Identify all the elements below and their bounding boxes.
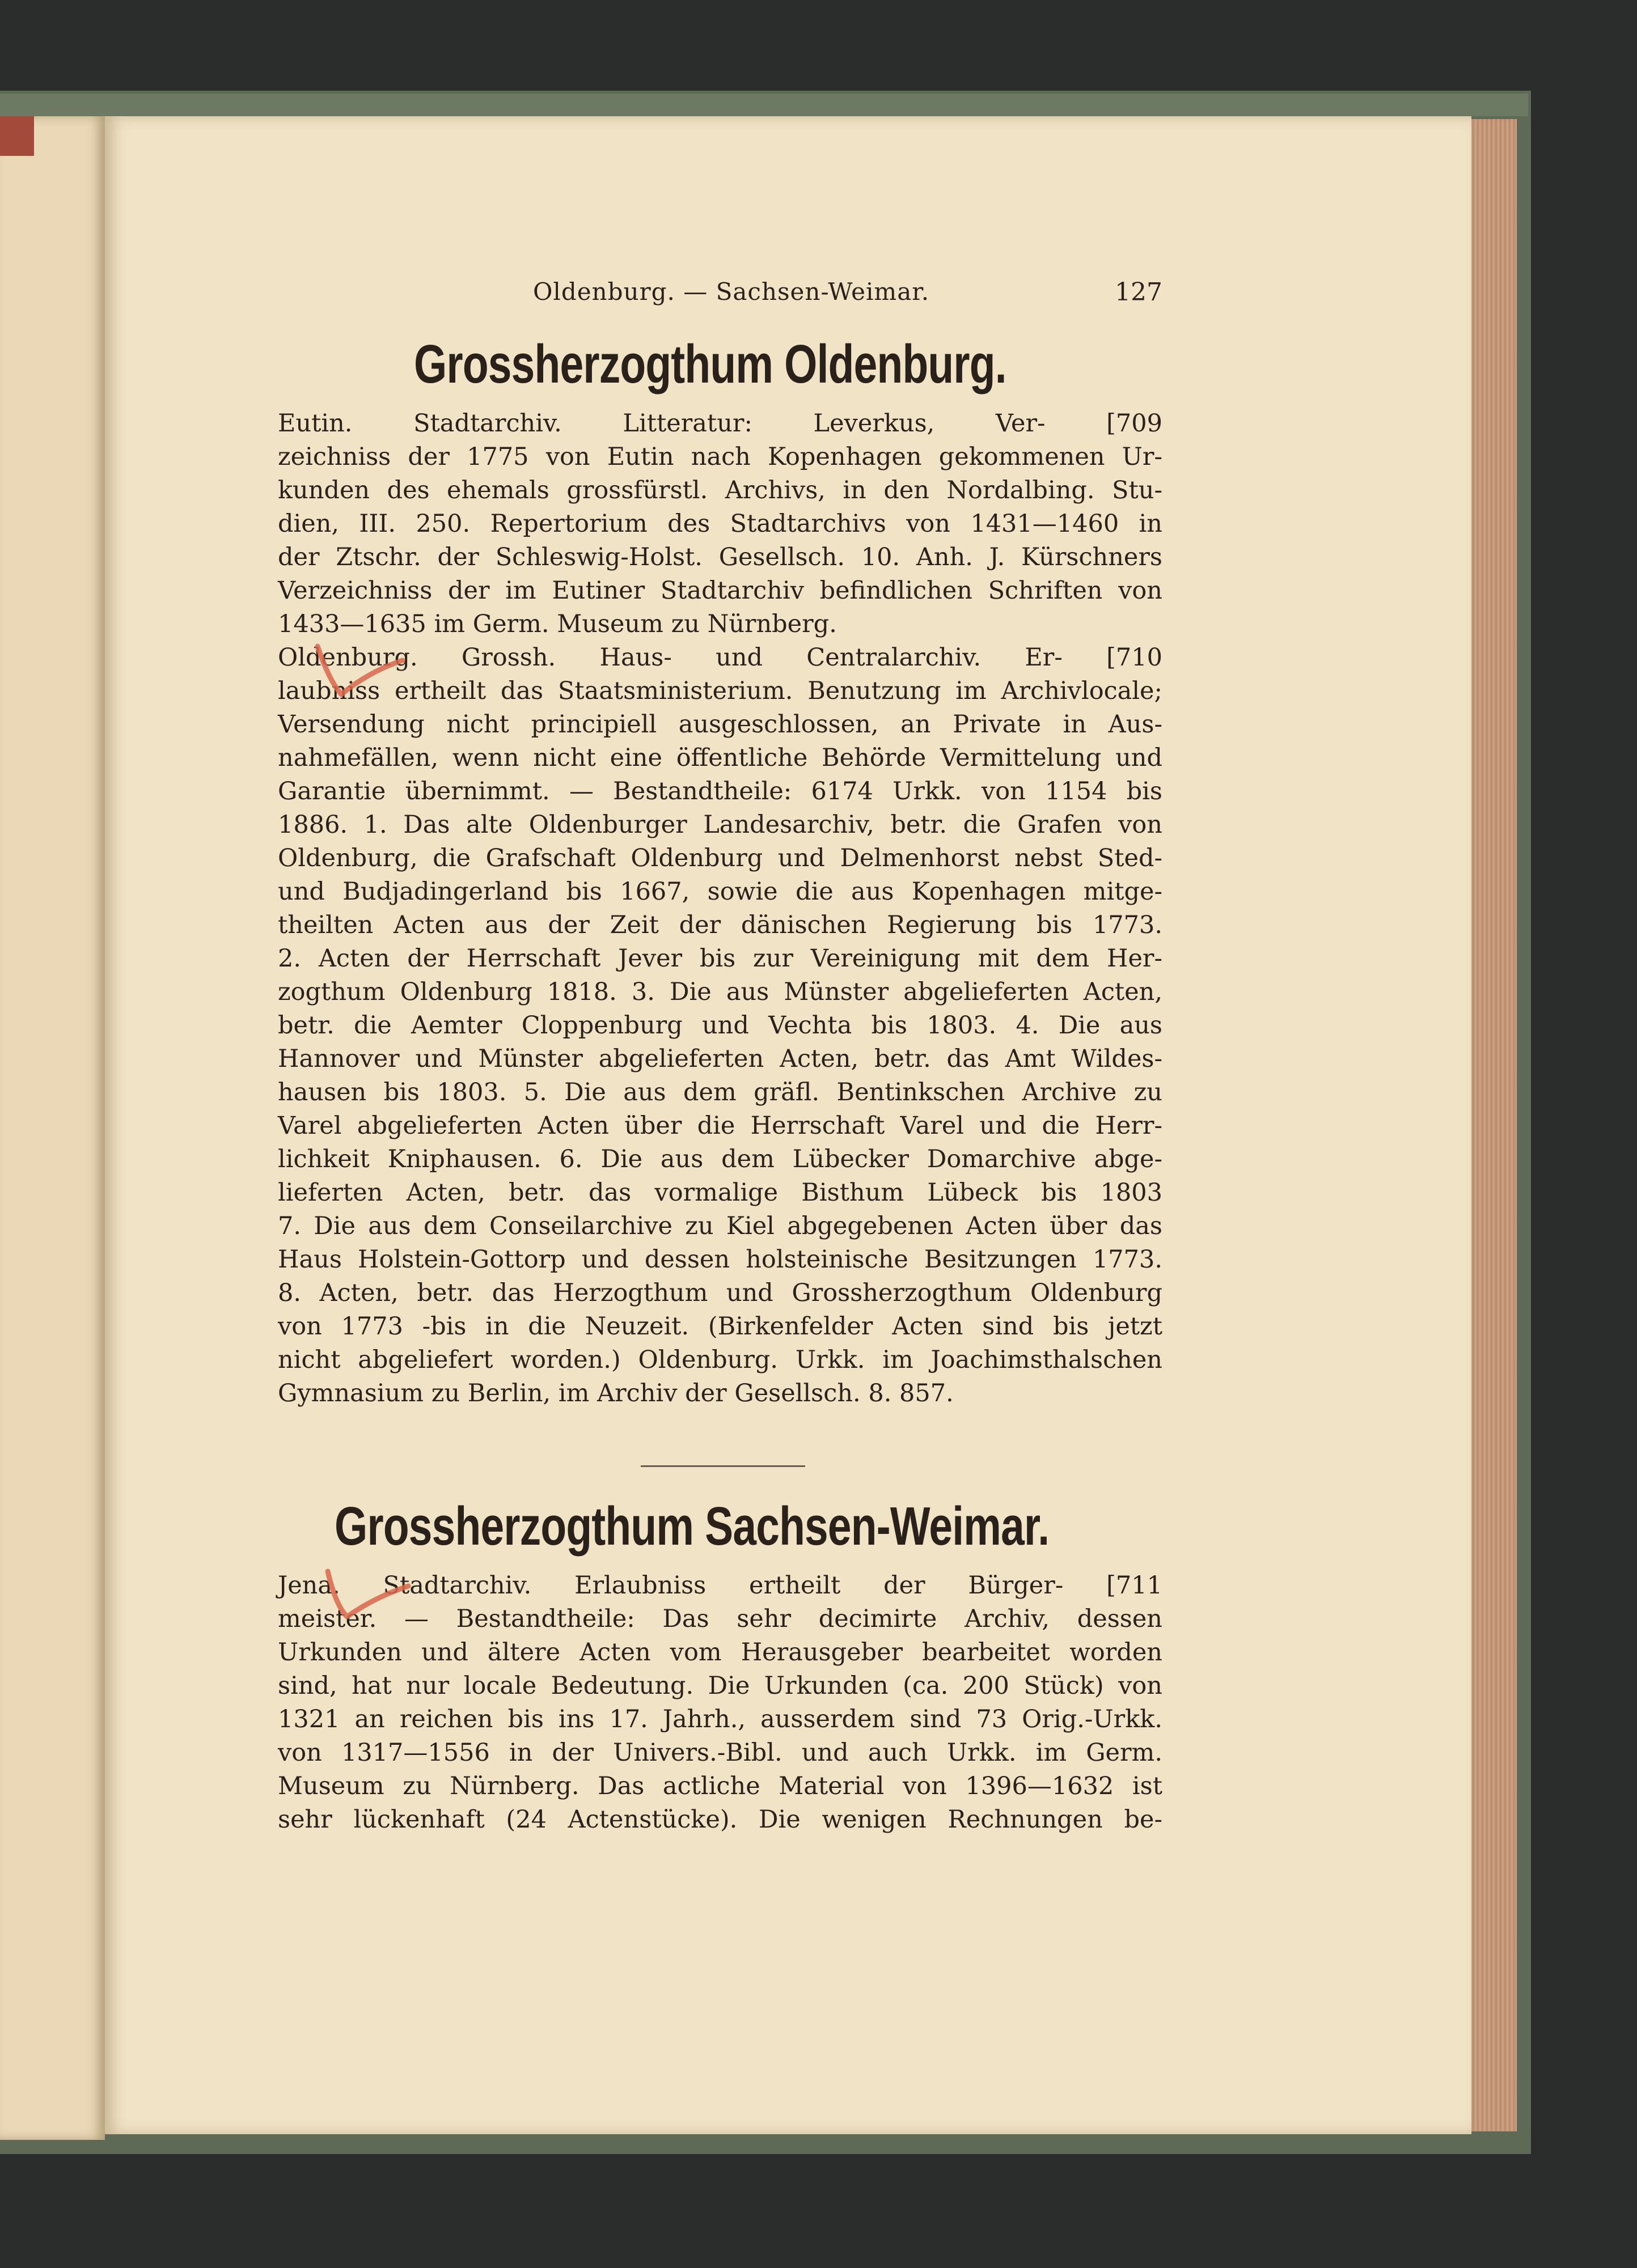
text-line: Varel abgelieferten Acten über die Herrschaft Varel und die Herr- [278,1112,1162,1140]
text-line: Jena. Stadtarchiv. Erlaubniss ertheilt der Bürger- [711 [278,1571,1162,1600]
text-line: der Ztschr. der Schleswig-Holst. Gesellsch. 10. Anh. J. Kürschners [278,543,1162,571]
text-line: Oldenburg. Grossh. Haus- und Centralarchiv. Er- [710 [278,643,1162,672]
section-heading-sachsen-weimar: Grossherzogthum Sachsen-Weimar. [335,1496,1050,1557]
text-line: und Budjadingerland bis 1667, sowie die aus Kopenhagen mitge- [278,877,1162,906]
text-line: theilten Acten aus der Zeit der dänischen Regierung bis 1773. [278,911,1162,939]
text-line: Urkunden und ältere Acten vom Herausgeber bearbeitet worden [278,1638,1162,1667]
text-line: 1321 an reichen bis ins 17. Jahrh., ausserdem sind 73 Orig.-Urkk. [278,1705,1162,1733]
text-line: Museum zu Nürnberg. Das actliche Material von 1396—1632 ist [278,1772,1162,1800]
section-heading-oldenburg: Grossherzogthum Oldenburg. [414,334,1006,395]
text-line: Gymnasium zu Berlin, im Archiv der Gesellsch. 8. 857. [278,1379,954,1408]
running-head-title: Oldenburg. — Sachsen-Weimar. [533,278,930,306]
text-line: Verzeichniss der im Eutiner Stadtarchiv befindlichen Schriften von [278,576,1162,605]
text-line: lichkeit Kniphausen. 6. Die aus dem Lübecker Domarchive abge- [278,1145,1162,1173]
text-line: Haus Holstein-Gottorp und dessen holsteinische Besitzungen 1773. [278,1245,1162,1274]
section-body-oldenburg [278,407,1162,1410]
left-page-edge [0,116,105,2140]
text-line: Oldenburg, die Grafschaft Oldenburg und Delmenhorst nebst Sted- [278,844,1162,872]
text-line: hausen bis 1803. 5. Die aus dem gräfl. Bentinkschen Archive zu [278,1078,1162,1107]
text-line: nahmefällen, wenn nicht eine öffentliche Behörde Vermittelung und [278,744,1162,772]
text-line: von 1773 -bis in die Neuzeit. (Birkenfelder Acten sind bis jetzt [278,1312,1162,1341]
text-line: 7. Die aus dem Conseilarchive zu Kiel abgegebenen Acten über das [278,1212,1162,1240]
text-line: Eutin. Stadtarchiv. Litteratur: Leverkus, Ver- [709 [278,409,1162,438]
text-line: kunden des ehemals grossfürstl. Archivs, in den Nordalbing. Stu- [278,476,1162,505]
running-head [278,278,1162,312]
text-line: sind, hat nur locale Bedeutung. Die Urkunden (ca. 200 Stück) von [278,1672,1162,1700]
text-line: meister. — Bestandtheile: Das sehr decimirte Archiv, dessen [278,1605,1162,1633]
text-line: dien, III. 250. Repertorium des Stadtarchivs von 1431—1460 in [278,510,1162,538]
cover-edge [0,94,1528,116]
text-line: Hannover und Münster abgelieferten Acten, betr. das Amt Wildes- [278,1045,1162,1073]
text-line: von 1317—1556 in der Univers.-Bibl. und auch Urkk. im Germ. [278,1739,1162,1767]
text-line: betr. die Aemter Cloppenburg und Vechta bis 1803. 4. Die aus [278,1011,1162,1040]
text-line: 2. Acten der Herrschaft Jever bis zur Vereinigung mit dem Her- [278,944,1162,973]
left-page-red-edge [0,116,34,156]
text-line: laubniss ertheilt das Staatsministerium. Benutzung im Archivlocale; [278,677,1162,705]
section-divider [641,1465,805,1467]
text-line: Garantie übernimmt. — Bestandtheile: 6174 Urkk. von 1154 bis [278,777,1162,806]
text-line: lieferten Acten, betr. das vormalige Bisthum Lübeck bis 1803 [278,1178,1162,1207]
text-line: sehr lückenhaft (24 Actenstücke). Die wenigen Rechnungen be- [278,1805,1162,1834]
text-line: nicht abgeliefert worden.) Oldenburg. Urkk. im Joachimsthalschen [278,1346,1162,1374]
page-block-edges [1471,119,1517,2131]
section-body-sachsen-weimar [278,1569,1162,1837]
text-line: 8. Acten, betr. das Herzogthum und Grossherzogthum Oldenburg [278,1279,1162,1307]
text-line: 1433—1635 im Germ. Museum zu Nürnberg. [278,610,837,638]
text-line: zeichniss der 1775 von Eutin nach Kopenhagen gekommenen Ur- [278,443,1162,471]
text-line: zogthum Oldenburg 1818. 3. Die aus Münster abgelieferten Acten, [278,978,1162,1006]
page-number: 127 [1115,278,1162,307]
text-line: 1886. 1. Das alte Oldenburger Landesarchiv, betr. die Grafen von [278,811,1162,839]
text-line: Versendung nicht principiell ausgeschlossen, an Private in Aus- [278,710,1162,739]
